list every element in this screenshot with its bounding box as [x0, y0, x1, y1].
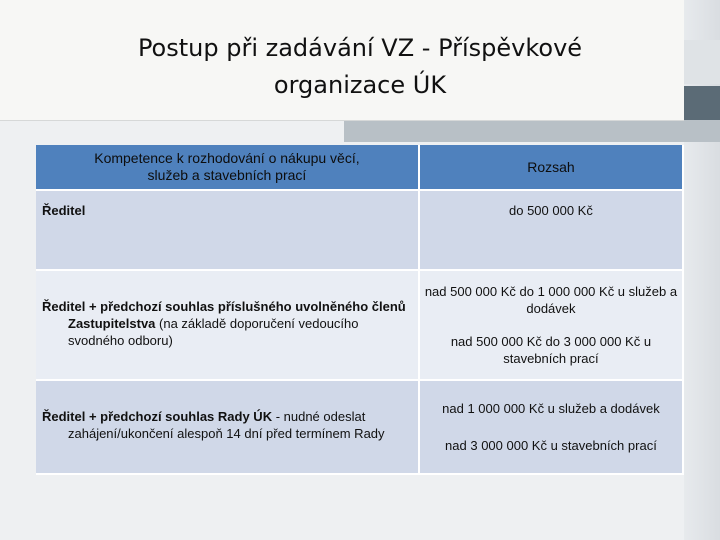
header-competence [36, 145, 419, 190]
row2-competence-text: (na základě doporučení vedoucího svodného odboru) [68, 315, 359, 348]
row2-competence-bold: Ředitel + předchozí souhlas příslušného uvolněného členů Zastupitelstva [42, 298, 406, 331]
row1-competence [36, 190, 419, 270]
table-row [36, 270, 683, 380]
competence-table [36, 145, 684, 475]
header-range [419, 145, 683, 190]
row1-competence-bold: Ředitel [42, 202, 86, 218]
decorative-notch [684, 40, 720, 84]
table-header-row [36, 145, 683, 190]
table-row [36, 380, 683, 474]
slide-title-line2: organizace ÚK [273, 71, 447, 99]
decorative-band-light [344, 120, 720, 142]
row3-competence-text: - nudné odeslat zahájení/ukončení alespoň 14 dní před termínem Rady [68, 409, 385, 441]
row2-range-1: nad 500 000 Kč do 1 000 000 Kč u služeb a dodávek [424, 284, 678, 316]
row1-range-1: do 500 000 Kč [509, 202, 593, 218]
row3-competence-bold: Ředitel + předchozí souhlas Rady ÚK [42, 409, 273, 424]
row1-range [419, 190, 683, 270]
slide-title [40, 30, 680, 104]
row3-competence [36, 380, 419, 474]
header-competence-label: Kompetence k rozhodování o nákupu věcí, služeb a stavebních prací [94, 150, 360, 183]
row3-range [419, 380, 683, 474]
row3-range-1: nad 1 000 000 Kč u služeb a dodávek [442, 401, 660, 416]
slide-title-line1: Postup při zadávání VZ - Příspěvkové [137, 34, 583, 62]
table-row [36, 190, 683, 270]
row2-competence [36, 270, 419, 380]
header-range-label: Rozsah [527, 158, 575, 175]
row2-range-2: nad 500 000 Kč do 3 000 000 Kč u stavebních prací [450, 334, 652, 366]
row3-range-2: nad 3 000 000 Kč u stavebních prací [445, 438, 657, 453]
row2-range [419, 270, 683, 380]
